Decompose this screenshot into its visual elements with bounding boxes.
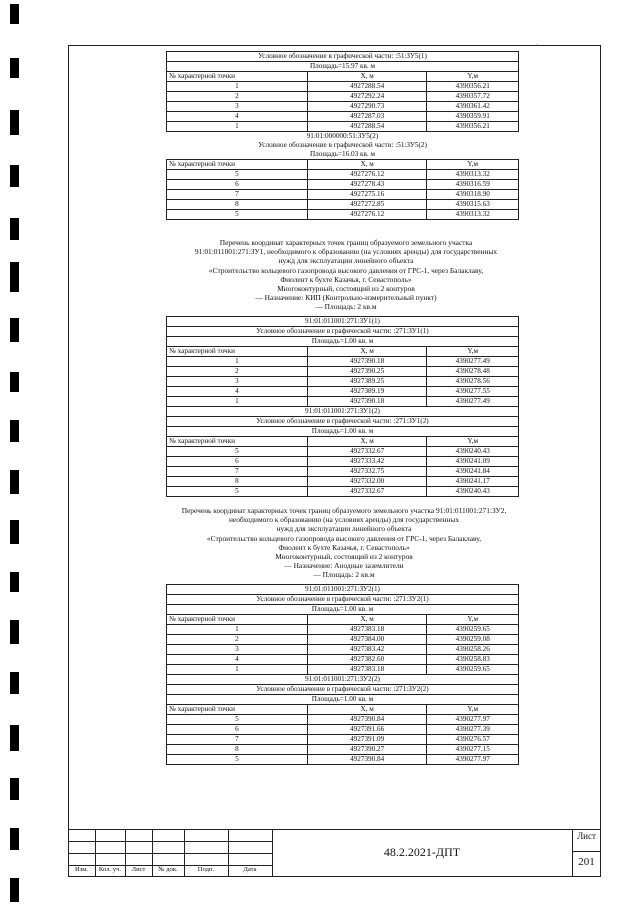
col-header-y: Y,м: [427, 705, 519, 715]
col-header-x: X, м: [307, 347, 427, 357]
table-row: 2 4927384.00 4390259.08: [167, 635, 519, 645]
table-row: 2 4927292.24 4390357.72: [167, 92, 519, 102]
col-header-y: Y,м: [427, 347, 519, 357]
table-row: 2 4927390.25 4390278.48: [167, 367, 519, 377]
table-id: 91:01:011001:271:ЗУ2(1): [167, 585, 519, 595]
table-row: 5 4927332.67 4390240.43: [167, 447, 519, 457]
col-header-point: № характерной точки: [167, 705, 308, 715]
table-row: 5 4927390.84 4390277.97: [167, 715, 519, 725]
stamp-label-izm: Изм.: [74, 866, 89, 873]
sheet-label: Лист: [577, 831, 596, 841]
table-area: Площадь=1.00 кв. м: [167, 337, 519, 347]
stamp-label-list: Лист: [131, 866, 146, 873]
table-caption: Условное обозначение в графической части: :51:ЗУ5(1): [167, 52, 519, 62]
table-id: 91:01:000000:51:ЗУ5(2): [306, 132, 379, 140]
col-header-y: Y,м: [427, 615, 519, 625]
table-row: 3 4927290.73 4390361.42: [167, 102, 519, 112]
coords-table-zu5-1: [166, 51, 519, 220]
table-row: 5 4927332.67 4390240.43: [167, 487, 519, 497]
table-row: 1 4927390.18 4390277.49: [167, 397, 519, 407]
table-caption: Условное обозначение в графической части: :271:ЗУ1(1): [167, 327, 519, 337]
table-row: 6 4927391.66 4390277.39: [167, 725, 519, 735]
table-row: 1 4927288.54 4390356.21: [167, 122, 519, 132]
scan-artifact: `: [536, 43, 539, 52]
coords-table-zu1: [166, 316, 519, 497]
table-row: 1 4927383.18 4390259.65: [167, 625, 519, 635]
table-caption: Условное обозначение в графической части: :271:ЗУ2(2): [167, 685, 519, 695]
table-area: Площадь=15.97 кв. м: [167, 62, 519, 72]
col-header-y: Y,м: [427, 160, 519, 170]
col-header-y: Y,м: [427, 72, 519, 82]
table-row: 3 4927383.42 4390258.26: [167, 645, 519, 655]
col-header-point: № характерной точки: [167, 437, 308, 447]
table-area: Площадь=1.00 кв. м: [167, 695, 519, 705]
table-id: 91:01:011001:271:ЗУ1(1): [167, 317, 519, 327]
table-row: 5 4927276.12 4390313.32: [167, 210, 519, 220]
table-row: 5 4927276.12 4390313.32: [167, 170, 519, 180]
table-row: 7 4927275.16 4390318.90: [167, 190, 519, 200]
table-id: 91:01:011001:271:ЗУ2(2): [167, 675, 519, 685]
coords-table-zu2: [166, 584, 519, 765]
col-header-x: X, м: [307, 72, 427, 82]
table-row: 8 4927272.85 4390315.63: [167, 200, 519, 210]
table-row: 1 4927390.18 4390277.49: [167, 357, 519, 367]
table-row: 6 4927333.42 4390241.09: [167, 457, 519, 467]
col-header-point: № характерной точки: [167, 615, 308, 625]
col-header-x: X, м: [307, 615, 427, 625]
col-header-point: № характерной точки: [167, 160, 308, 170]
table-row: 1 4927288.54 4390356.21: [167, 82, 519, 92]
table-row: 3 4927389.25 4390278.56: [167, 377, 519, 387]
stamp-label-kol: Кол. уч.: [98, 866, 122, 873]
table-caption: Условное обозначение в графической части: :51:ЗУ5(2): [258, 141, 427, 149]
stamp-label-sign: Подп.: [197, 866, 215, 873]
table-row: 7 4927332.75 4390241.84: [167, 467, 519, 477]
stamp-label-doc: № док.: [158, 866, 178, 873]
table-row: 6 4927278.43 4390316.59: [167, 180, 519, 190]
table-row: 4 4927389.19 4390277.55: [167, 387, 519, 397]
stamp-label-date: Дата: [243, 866, 257, 873]
col-header-x: X, м: [307, 705, 427, 715]
table-id: 91:01:011001:271:ЗУ1(2): [167, 407, 519, 417]
table-area: Площадь=1.00 кв. м: [167, 605, 519, 615]
table-area: Площадь=1.00 кв. м: [167, 427, 519, 437]
binding-marks: [10, 0, 19, 905]
table-caption: Условное обозначение в графической части: :271:ЗУ1(2): [167, 417, 519, 427]
col-header-x: X, м: [307, 437, 427, 447]
col-header-y: Y,м: [427, 437, 519, 447]
col-header-point: № характерной точки: [167, 72, 308, 82]
table-row: 4 4927287.03 4390359.91: [167, 112, 519, 122]
table-row: 1 4927383.18 4390259.65: [167, 665, 519, 675]
section-heading-zu2: Перечень координат характерных точек границ образуемого земельного участка 91:01:011001:271:ЗУ2, необходимого к образованию (на условиях аренды) для государственных нужд для эксплуатации линейного объекта «Строительство кольцевого газопровода высокого давления от ГРС-1, через Балаклаву, Фиолент к бухте Казачья, г. Севастополь» Многоконтурный, состоящий из 2 контуров — Назначение: Анодные заземлители — Площадь: 2 кв.м: [181, 506, 507, 580]
col-header-point: № характерной точки: [167, 347, 308, 357]
table-area: Площадь=16.03 кв. м: [167, 150, 519, 160]
section-heading-zu1: Перечень координат характерных точек границ образуемого земельного участка 91:01:011001:271:ЗУ1, необходимого к образованию (на условиях аренды) для государственных нужд для эксплуатации линейного объекта «Строительство кольцевого газопровода высокого давления от ГРС-1, через Балаклаву, Фиолент к бухте Казачья, г. Севастополь» Многоконтурный, состоящий из 2 контуров — Назначение: КИП (Контрольно-измерительный пункт) — Площадь: 2 кв.м: [194, 238, 498, 312]
col-header-x: X, м: [307, 160, 427, 170]
document-code: 48.2.2021-ДПТ: [383, 845, 461, 859]
table-row: 4 4927382.60 4390258.83: [167, 655, 519, 665]
table-row: 8 4927390.27 4390277.15: [167, 745, 519, 755]
table-caption: Условное обозначение в графической части: :271:ЗУ2(1): [167, 595, 519, 605]
table-row: 8 4927332.00 4390241.17: [167, 477, 519, 487]
sheet-number: 201: [578, 856, 595, 868]
table-row: 7 4927391.09 4390276.57: [167, 735, 519, 745]
table-row: 5 4927390.84 4390277.97: [167, 755, 519, 765]
